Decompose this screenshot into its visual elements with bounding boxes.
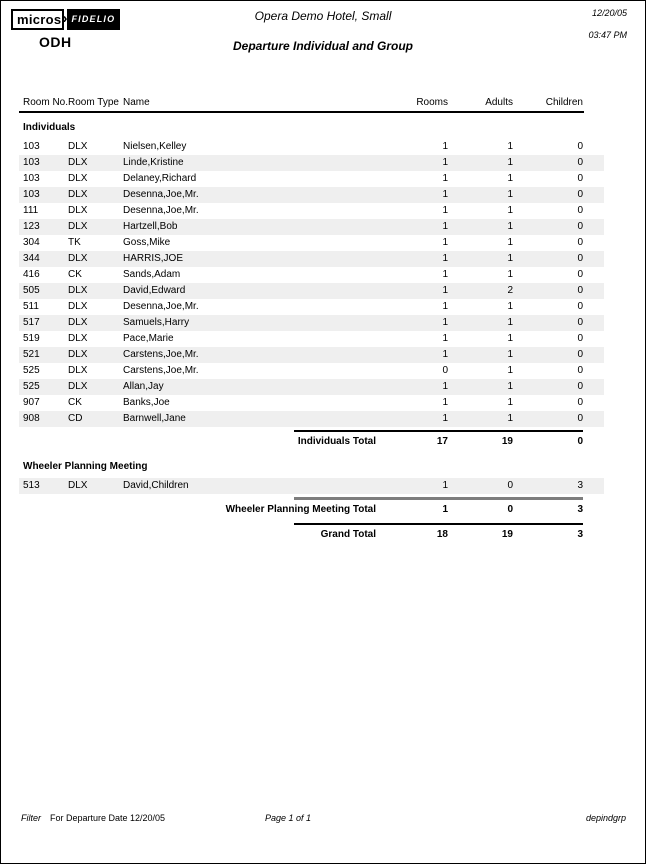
rooms-cell: 1	[442, 397, 448, 408]
room-no-cell: 517	[23, 317, 40, 328]
room-type-cell: DLX	[68, 157, 88, 168]
report-time: 03:47 PM	[588, 30, 627, 40]
adults-cell: 0	[507, 480, 513, 491]
table-row	[19, 203, 604, 219]
room-no-cell: 907	[23, 397, 40, 408]
table-row	[19, 395, 604, 411]
table-row	[19, 139, 604, 155]
name-cell: Desenna,Joe,Mr.	[123, 301, 199, 312]
total-rooms: 18	[436, 529, 448, 540]
adults-cell: 1	[507, 205, 513, 216]
rooms-cell: 1	[442, 413, 448, 424]
adults-cell: 1	[507, 301, 513, 312]
adults-cell: 1	[507, 349, 513, 360]
room-type-cell: DLX	[68, 205, 88, 216]
adults-cell: 1	[507, 141, 513, 152]
room-no-cell: 103	[23, 141, 40, 152]
total-label: Individuals Total	[297, 436, 376, 447]
table-row	[19, 299, 604, 315]
children-cell: 0	[577, 221, 583, 232]
room-type-cell: DLX	[68, 349, 88, 360]
room-no-cell: 511	[23, 301, 39, 312]
children-cell: 0	[577, 173, 583, 184]
section-total-row	[19, 500, 604, 520]
children-cell: 0	[577, 333, 583, 344]
adults-cell: 1	[507, 397, 513, 408]
adults-cell: 1	[507, 221, 513, 232]
room-no-cell: 416	[23, 269, 40, 280]
name-cell: Linde,Kristine	[123, 157, 184, 168]
table-row	[19, 187, 604, 203]
rooms-cell: 1	[442, 285, 448, 296]
room-type-cell: DLX	[68, 189, 88, 200]
room-type-cell: DLX	[68, 317, 88, 328]
room-type-cell: DLX	[68, 141, 88, 152]
rooms-cell: 1	[442, 301, 448, 312]
rooms-cell: 1	[442, 480, 448, 491]
property-code: ODH	[39, 34, 72, 50]
rooms-cell: 1	[442, 317, 448, 328]
name-cell: Allan,Jay	[123, 381, 164, 392]
name-cell: HARRIS,JOE	[123, 253, 184, 264]
section-header: Wheeler Planning Meeting	[23, 461, 148, 472]
room-no-cell: 103	[23, 173, 40, 184]
total-label: Grand Total	[320, 529, 376, 540]
column-header-children: Children	[545, 97, 583, 108]
section-total-row	[19, 432, 604, 452]
name-cell: Banks,Joe	[123, 397, 170, 408]
total-children: 3	[577, 529, 583, 540]
rooms-cell: 1	[442, 237, 448, 248]
total-adults: 19	[501, 529, 513, 540]
room-no-cell: 525	[23, 381, 40, 392]
report-date: 12/20/05	[591, 8, 627, 18]
table-row	[19, 331, 604, 347]
section-header: Individuals	[23, 122, 76, 133]
adults-cell: 1	[507, 381, 513, 392]
footer-filter	[21, 813, 165, 823]
children-cell: 0	[577, 205, 583, 216]
departure-table	[19, 96, 604, 545]
name-cell: Delaney,Richard	[123, 173, 197, 184]
room-no-cell: 513	[23, 480, 40, 491]
name-cell: Samuels,Harry	[123, 317, 190, 328]
name-cell: Desenna,Joe,Mr.	[123, 189, 199, 200]
name-cell: Carstens,Joe,Mr.	[123, 349, 199, 360]
room-type-cell: DLX	[68, 333, 88, 344]
name-cell: Nielsen,Kelley	[123, 141, 187, 152]
report-id: depindgrp	[585, 813, 626, 823]
adults-cell: 1	[507, 189, 513, 200]
total-children: 3	[577, 504, 583, 515]
room-no-cell: 908	[23, 413, 40, 424]
room-type-cell: CD	[68, 413, 83, 424]
rooms-cell: 1	[442, 157, 448, 168]
table-header-rule	[19, 111, 584, 113]
rooms-cell: 1	[442, 189, 448, 200]
children-cell: 3	[577, 480, 583, 491]
table-row	[19, 411, 604, 427]
table-row	[19, 478, 604, 494]
total-adults: 0	[507, 504, 513, 515]
hotel-name: Opera Demo Hotel, Small	[254, 9, 392, 23]
column-header-adults: Adults	[485, 97, 513, 108]
table-row	[19, 347, 604, 363]
column-header-rooms: Rooms	[416, 97, 448, 108]
fidelio-logo-text: FIDELIO	[67, 9, 120, 30]
children-cell: 0	[577, 397, 583, 408]
room-no-cell: 525	[23, 365, 40, 376]
micros-logo-text: micros	[11, 9, 64, 30]
room-no-cell: 519	[23, 333, 40, 344]
table-row	[19, 171, 604, 187]
grand-total-row	[19, 525, 604, 545]
total-rooms: 1	[442, 504, 448, 515]
children-cell: 0	[577, 189, 583, 200]
column-header-room-no: Room No.	[23, 97, 69, 108]
children-cell: 0	[577, 349, 583, 360]
children-cell: 0	[577, 237, 583, 248]
room-no-cell: 505	[23, 285, 40, 296]
logo-arrow-icon: ›	[62, 10, 68, 27]
name-cell: Goss,Mike	[123, 237, 171, 248]
name-cell: Hartzell,Bob	[123, 221, 178, 232]
table-header-row	[19, 96, 604, 109]
total-children: 0	[577, 436, 583, 447]
filter-text: For Departure Date 12/20/05	[50, 813, 166, 823]
adults-cell: 1	[507, 157, 513, 168]
rooms-cell: 1	[442, 221, 448, 232]
rooms-cell: 1	[442, 349, 448, 360]
total-adults: 19	[501, 436, 513, 447]
children-cell: 0	[577, 269, 583, 280]
table-row	[19, 235, 604, 251]
adults-cell: 1	[507, 237, 513, 248]
rooms-cell: 1	[442, 205, 448, 216]
page-number: Page 1 of 1	[265, 813, 312, 823]
room-type-cell: DLX	[68, 285, 88, 296]
rooms-cell: 1	[442, 333, 448, 344]
room-type-cell: CK	[68, 397, 82, 408]
table-row	[19, 315, 604, 331]
rooms-cell: 1	[442, 381, 448, 392]
adults-cell: 1	[507, 333, 513, 344]
adults-cell: 2	[507, 285, 513, 296]
total-rooms: 17	[436, 436, 448, 447]
room-type-cell: DLX	[68, 253, 88, 264]
rooms-cell: 1	[442, 141, 448, 152]
room-type-cell: DLX	[68, 480, 88, 491]
children-cell: 0	[577, 285, 583, 296]
adults-cell: 1	[507, 317, 513, 328]
room-no-cell: 344	[23, 253, 40, 264]
room-type-cell: CK	[68, 269, 82, 280]
children-cell: 0	[577, 381, 583, 392]
children-cell: 0	[577, 301, 583, 312]
name-cell: Carstens,Joe,Mr.	[123, 365, 199, 376]
room-type-cell: DLX	[68, 221, 88, 232]
table-row	[19, 363, 604, 379]
room-type-cell: TK	[68, 237, 81, 248]
children-cell: 0	[577, 365, 583, 376]
rooms-cell: 1	[442, 269, 448, 280]
filter-label: Filter	[21, 813, 41, 823]
room-no-cell: 103	[23, 157, 40, 168]
children-cell: 0	[577, 141, 583, 152]
name-cell: David,Children	[123, 480, 189, 491]
table-body	[19, 120, 604, 545]
rooms-cell: 1	[442, 253, 448, 264]
table-row	[19, 219, 604, 235]
name-cell: Sands,Adam	[123, 269, 181, 280]
room-no-cell: 304	[23, 237, 40, 248]
name-cell: Desenna,Joe,Mr.	[123, 205, 199, 216]
children-cell: 0	[577, 253, 583, 264]
room-no-cell: 103	[23, 189, 40, 200]
room-no-cell: 521	[23, 349, 40, 360]
room-type-cell: DLX	[68, 381, 88, 392]
room-no-cell: 111	[23, 205, 39, 216]
adults-cell: 1	[507, 253, 513, 264]
adults-cell: 1	[507, 269, 513, 280]
room-type-cell: DLX	[68, 365, 88, 376]
table-row	[19, 155, 604, 171]
adults-cell: 1	[507, 365, 513, 376]
name-cell: David,Edward	[123, 285, 186, 296]
rooms-cell: 1	[442, 173, 448, 184]
children-cell: 0	[577, 317, 583, 328]
room-no-cell: 123	[23, 221, 40, 232]
room-type-cell: DLX	[68, 173, 88, 184]
column-header-name: Name	[123, 97, 150, 108]
room-type-cell: DLX	[68, 301, 88, 312]
adults-cell: 1	[507, 413, 513, 424]
name-cell: Pace,Marie	[123, 333, 174, 344]
column-header-room-type: Room Type	[68, 97, 119, 108]
name-cell: Barnwell,Jane	[123, 413, 186, 424]
adults-cell: 1	[507, 173, 513, 184]
total-label: Wheeler Planning Meeting Total	[225, 504, 376, 515]
rooms-cell: 0	[442, 365, 448, 376]
children-cell: 0	[577, 157, 583, 168]
children-cell: 0	[577, 413, 583, 424]
table-row	[19, 267, 604, 283]
table-row	[19, 283, 604, 299]
table-row	[19, 379, 604, 395]
page-title: Departure Individual and Group	[232, 39, 414, 53]
table-row	[19, 251, 604, 267]
